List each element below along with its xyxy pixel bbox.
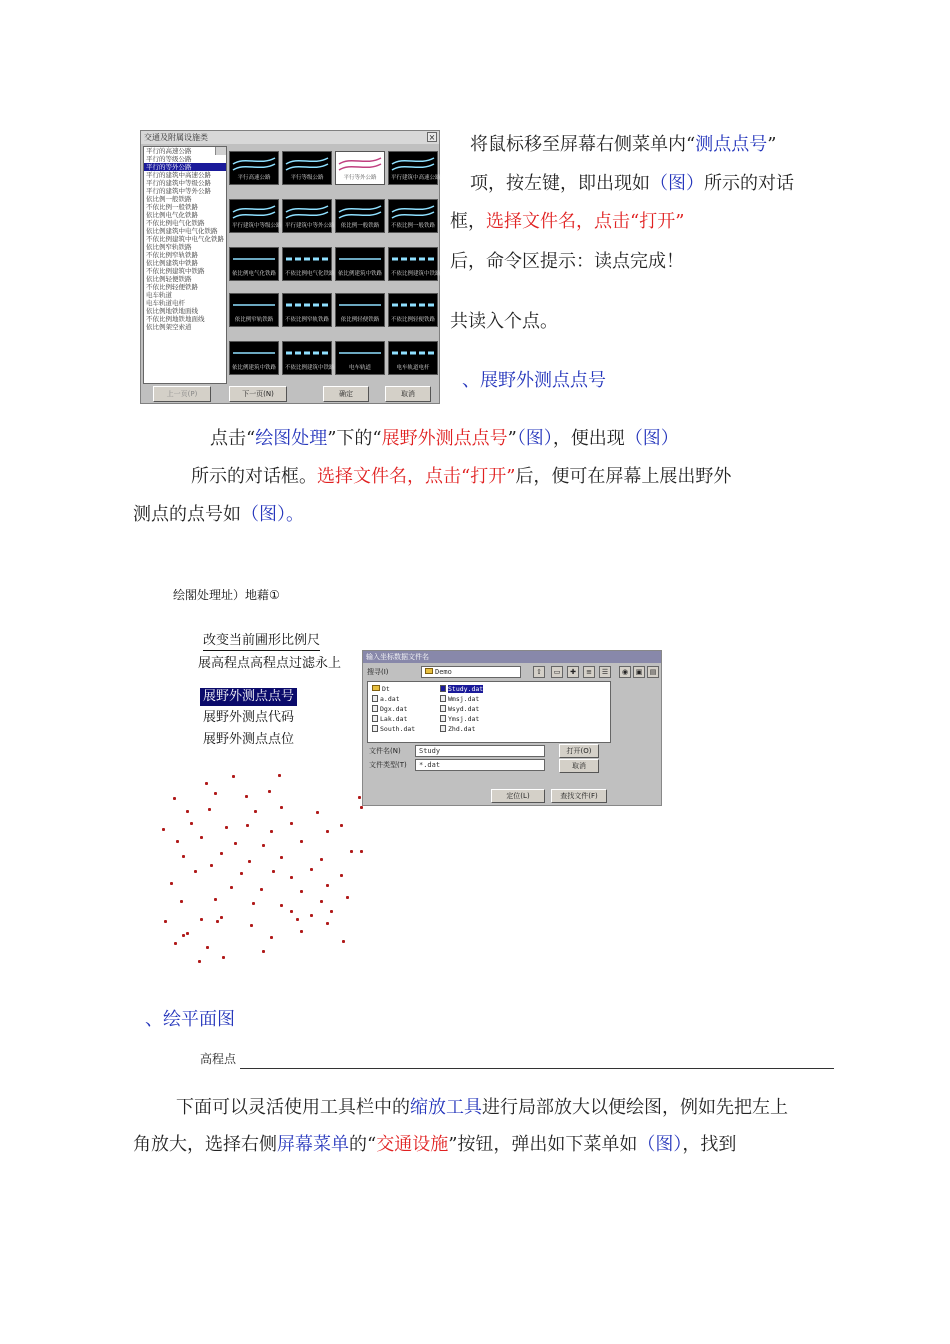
tile-label: 平行建筑中高速公路 bbox=[391, 175, 441, 181]
tile-label: 平行等级公路 bbox=[290, 175, 324, 181]
filetype-label: 文件类型(T) bbox=[369, 761, 407, 769]
file-item[interactable] bbox=[372, 704, 407, 714]
survey-point bbox=[208, 808, 211, 811]
list-item[interactable]: 不依比例电气化铁路 bbox=[146, 219, 205, 227]
text: 所示的对话框。 bbox=[191, 466, 317, 487]
text: 项，按左键，即出现如 bbox=[470, 173, 650, 194]
survey-point bbox=[272, 870, 275, 873]
list-scrollbar[interactable] bbox=[215, 147, 226, 155]
survey-point bbox=[358, 796, 361, 799]
text: 下面可以灵活使用工具栏中的 bbox=[176, 1097, 410, 1118]
folder-icon bbox=[372, 685, 380, 691]
survey-point bbox=[186, 810, 189, 813]
paragraph1-line1 bbox=[470, 133, 776, 157]
survey-point bbox=[340, 874, 343, 877]
survey-point bbox=[180, 900, 183, 903]
text: ”按钮，弹出如下菜单如 bbox=[448, 1134, 638, 1155]
survey-point bbox=[310, 868, 313, 871]
list-item[interactable]: 电车轨道 bbox=[146, 291, 172, 299]
tile-label: 依比例建筑中铁路 bbox=[232, 365, 277, 371]
tile-label: 电车轨道 bbox=[348, 365, 371, 371]
survey-point bbox=[216, 920, 219, 923]
survey-point bbox=[162, 828, 165, 831]
survey-point bbox=[232, 775, 235, 778]
paragraph1-line3 bbox=[450, 210, 684, 234]
survey-point bbox=[222, 956, 225, 959]
file-icon bbox=[440, 725, 446, 732]
file-icon bbox=[440, 715, 446, 722]
symbol-tile[interactable] bbox=[388, 151, 441, 185]
line-symbol-icon bbox=[283, 248, 331, 270]
prev-page-button[interactable]: 上一页(P) bbox=[153, 386, 211, 402]
line-symbol-icon bbox=[336, 294, 384, 316]
symbol-tile[interactable] bbox=[335, 341, 385, 375]
survey-point bbox=[290, 910, 293, 913]
filename-input[interactable]: Study bbox=[415, 745, 545, 757]
file-name: a.dat bbox=[380, 695, 400, 703]
list-item[interactable]: 依比例电气化铁路 bbox=[146, 211, 198, 219]
menu-item-elevation-points[interactable]: 展高程点高程点过滤永上 bbox=[198, 656, 342, 671]
menu-item-field-point-numbers[interactable]: 展野外测点点号 bbox=[200, 688, 297, 706]
tile-label: 电车轨道电杆 bbox=[396, 365, 430, 371]
link-text: 屏幕菜单 bbox=[277, 1134, 349, 1155]
list-item[interactable]: 平行的建筑中高速公路 bbox=[146, 171, 211, 179]
symbol-tile[interactable] bbox=[282, 151, 332, 185]
find-file-button[interactable]: 查找文件(F) bbox=[551, 789, 607, 803]
survey-point bbox=[300, 930, 303, 933]
text: 进行局部放大以便绘图，例如先把左上 bbox=[482, 1097, 788, 1118]
line-symbol-icon bbox=[230, 248, 278, 270]
divider-line bbox=[240, 1068, 834, 1069]
tile-label: 平行高速公路 bbox=[237, 175, 271, 181]
cancel-button[interactable]: 取消 bbox=[385, 386, 431, 402]
survey-point bbox=[360, 850, 363, 853]
survey-point bbox=[254, 810, 257, 813]
close-icon[interactable]: × bbox=[428, 133, 436, 142]
symbol-tile[interactable] bbox=[229, 151, 279, 185]
list-item[interactable]: 依比例一般铁路 bbox=[146, 195, 192, 203]
line-symbol-icon bbox=[389, 342, 437, 364]
text: ，找到 bbox=[682, 1134, 737, 1155]
survey-point bbox=[252, 902, 255, 905]
survey-point bbox=[316, 811, 319, 814]
survey-point bbox=[194, 870, 197, 873]
text: ” bbox=[767, 134, 777, 155]
survey-point bbox=[206, 946, 209, 949]
text: ”下的“ bbox=[327, 428, 382, 449]
next-page-button[interactable]: 下一页(N) bbox=[229, 386, 287, 402]
new-folder-icon[interactable]: ✚ bbox=[567, 666, 579, 678]
text: ” bbox=[507, 428, 517, 449]
survey-point bbox=[245, 795, 248, 798]
elevation-point-label: 高程点 bbox=[200, 1052, 237, 1066]
highlight-text: 选择文件名，点击“打开” bbox=[486, 211, 685, 232]
line-symbol-icon bbox=[283, 294, 331, 316]
filetype-select[interactable]: *.dat bbox=[415, 759, 545, 771]
survey-point bbox=[182, 934, 185, 937]
symbol-tile[interactable] bbox=[282, 293, 332, 327]
section-heading-plan: 、绘平面图 bbox=[145, 1009, 235, 1030]
figure-ref: （图） bbox=[516, 428, 553, 449]
survey-point bbox=[205, 782, 208, 785]
menu-item-field-point-codes[interactable]: 展野外测点代码 bbox=[203, 710, 295, 725]
symbol-tile[interactable] bbox=[388, 199, 438, 233]
survey-point bbox=[340, 824, 343, 827]
preview-icon[interactable]: ◉ bbox=[619, 666, 631, 678]
paragraph2-line2 bbox=[191, 465, 731, 489]
tile-label: 不依比例窄轨铁路 bbox=[285, 317, 330, 323]
open-button[interactable]: 打开(O) bbox=[559, 744, 599, 758]
line-symbol-icon bbox=[283, 200, 331, 222]
list-view-icon[interactable]: ≡ bbox=[583, 666, 595, 678]
file-item[interactable] bbox=[440, 714, 479, 724]
file-icon bbox=[440, 685, 446, 692]
line-symbol-icon bbox=[230, 342, 278, 364]
dialog-title: 输入坐标数据文件名 bbox=[363, 651, 661, 663]
tile-label: 依比例轻便铁路 bbox=[340, 317, 380, 323]
lookin-select[interactable] bbox=[421, 666, 521, 678]
ok-button[interactable]: 确定 bbox=[323, 386, 369, 402]
tile-label: 不依比例建筑中铁路 bbox=[285, 365, 335, 371]
survey-point bbox=[262, 844, 265, 847]
details-view-icon[interactable]: ☰ bbox=[599, 666, 611, 678]
file-item[interactable] bbox=[440, 724, 475, 734]
tile-label: 不依比例电气化铁路 bbox=[285, 271, 335, 277]
link-text: 缩放工具 bbox=[410, 1097, 482, 1118]
survey-point bbox=[346, 896, 349, 899]
survey-point bbox=[296, 918, 299, 921]
symbol-tile[interactable] bbox=[229, 293, 279, 327]
survey-point bbox=[280, 856, 283, 859]
survey-point bbox=[200, 836, 203, 839]
line-symbol-icon bbox=[283, 342, 331, 364]
open-folder-icon[interactable]: ▤ bbox=[647, 666, 659, 678]
survey-point bbox=[220, 916, 223, 919]
filename-label: 文件名(N) bbox=[369, 747, 401, 755]
survey-point bbox=[326, 922, 329, 925]
list-item[interactable]: 依比例建筑中电气化铁路 bbox=[146, 227, 218, 235]
survey-point bbox=[270, 830, 273, 833]
menu-item-field-point-positions[interactable]: 展野外测点点位 bbox=[203, 732, 295, 747]
list-item[interactable]: 依比例建筑中铁路 bbox=[146, 259, 198, 267]
survey-point bbox=[210, 864, 213, 867]
survey-point bbox=[250, 924, 253, 927]
file-name: Lak.dat bbox=[380, 715, 408, 723]
survey-point bbox=[290, 876, 293, 879]
survey-point bbox=[360, 806, 363, 809]
survey-point bbox=[200, 918, 203, 921]
field-points-plot bbox=[150, 760, 380, 970]
menu-item-change-scale[interactable]: 改变当前圃形比例尺 bbox=[203, 632, 320, 651]
line-symbol-icon bbox=[230, 152, 278, 174]
list-item[interactable]: 不依比例一般铁路 bbox=[146, 203, 198, 211]
text: 框， bbox=[450, 211, 486, 232]
paragraph1-line2 bbox=[470, 172, 794, 196]
highlight-text: 展野外测点点号 bbox=[381, 428, 508, 449]
file-item[interactable] bbox=[440, 704, 479, 714]
list-item[interactable]: 依比例地铁地面线 bbox=[146, 307, 198, 315]
folder-item[interactable] bbox=[372, 684, 390, 694]
lookin-label: 搜寻(I) bbox=[367, 668, 389, 676]
survey-point bbox=[326, 830, 329, 833]
tile-label: 平行建筑中等外公路 bbox=[285, 223, 335, 229]
file-icon bbox=[440, 705, 446, 712]
symbol-tile[interactable] bbox=[335, 199, 385, 233]
survey-point bbox=[190, 822, 193, 825]
file-item[interactable] bbox=[372, 694, 400, 704]
list-item[interactable]: 平行的建筑中等外公路 bbox=[146, 187, 211, 195]
survey-point bbox=[320, 900, 323, 903]
list-item[interactable]: 平行的等级公路 bbox=[146, 155, 192, 163]
survey-point bbox=[170, 882, 173, 885]
input-coordinate-file-dialog bbox=[362, 650, 662, 806]
tile-label: 依比例一般铁路 bbox=[340, 223, 380, 229]
locate-button[interactable]: 定位(L) bbox=[491, 789, 545, 803]
survey-point bbox=[214, 792, 217, 795]
line-symbol-icon bbox=[336, 152, 384, 174]
tile-label: 不依比例轻便铁路 bbox=[391, 317, 436, 323]
survey-point bbox=[246, 824, 249, 827]
line-symbol-icon bbox=[389, 294, 437, 316]
line-symbol-icon bbox=[389, 248, 437, 270]
file-name: Dgx.dat bbox=[380, 705, 408, 713]
survey-point bbox=[164, 920, 167, 923]
survey-point bbox=[262, 950, 265, 953]
tile-label: 依比例电气化铁路 bbox=[232, 271, 277, 277]
line-symbol-icon bbox=[336, 248, 384, 270]
line-symbol-icon bbox=[283, 152, 331, 174]
paragraph2-line1 bbox=[210, 427, 679, 451]
survey-point bbox=[173, 797, 176, 800]
paragraph2-line3 bbox=[133, 503, 304, 527]
list-item[interactable]: 不依比例轻便铁路 bbox=[146, 283, 198, 291]
list-item[interactable]: 不依比例地铁地面线 bbox=[146, 315, 205, 323]
survey-point bbox=[225, 826, 228, 829]
highlight-text: 选择文件名，点击“打开” bbox=[317, 466, 516, 487]
figure-ref: （图）。 bbox=[241, 504, 304, 525]
survey-point bbox=[290, 822, 293, 825]
dialog-title: 交通及附属设施类 bbox=[141, 131, 439, 144]
survey-point bbox=[280, 806, 283, 809]
text: 的“ bbox=[349, 1134, 377, 1155]
symbol-tile[interactable] bbox=[335, 151, 385, 185]
tile-label: 依比例建筑中铁路 bbox=[338, 271, 383, 277]
file-name: Wsyd.dat bbox=[448, 705, 480, 713]
text: 所示的对话 bbox=[704, 173, 794, 194]
survey-point bbox=[270, 936, 273, 939]
file-icon bbox=[372, 705, 378, 712]
tile-label: 依比例窄轨铁路 bbox=[234, 317, 274, 323]
list-item[interactable]: 电车轨道电杆 bbox=[146, 299, 185, 307]
symbol-tile[interactable] bbox=[229, 341, 279, 375]
text: 将鼠标移至屏幕右侧菜单内“ bbox=[470, 134, 696, 155]
facility-list[interactable] bbox=[143, 146, 227, 384]
file-item[interactable] bbox=[372, 724, 415, 734]
file-item[interactable] bbox=[372, 714, 407, 724]
list-item[interactable]: 平行的建筑中等级公路 bbox=[146, 179, 211, 187]
survey-point bbox=[268, 790, 271, 793]
text: 后，便可在屏幕上展出野外 bbox=[515, 466, 732, 487]
survey-point bbox=[230, 886, 233, 889]
file-icon bbox=[440, 695, 446, 702]
file-list[interactable] bbox=[367, 681, 611, 743]
symbol-tile[interactable] bbox=[388, 293, 438, 327]
tile-label: 平行建筑中等级公路 bbox=[232, 223, 282, 229]
file-name: Dt bbox=[382, 685, 390, 693]
list-item[interactable]: 平行的等外公路 bbox=[144, 163, 226, 171]
line-symbol-icon bbox=[389, 200, 437, 222]
text: 测点的点号如 bbox=[133, 504, 241, 525]
desktop-icon[interactable]: ▭ bbox=[551, 666, 563, 678]
menu-header: 绘閣处理址）地藉① bbox=[173, 588, 280, 602]
folder-icon bbox=[425, 668, 433, 674]
line-symbol-icon bbox=[336, 200, 384, 222]
text: 点击“ bbox=[210, 428, 256, 449]
file-icon bbox=[372, 725, 378, 732]
section-heading: 、展野外测点点号 bbox=[462, 370, 606, 391]
list-item[interactable]: 不依比例窄轨铁路 bbox=[146, 251, 198, 259]
list-item[interactable]: 平行的高速公路 bbox=[146, 147, 192, 155]
tile-label: 平行等外公路 bbox=[343, 175, 377, 181]
file-name: Wmsj.dat bbox=[448, 695, 480, 703]
paragraph1-line5: 共读入个点。 bbox=[450, 311, 558, 332]
survey-point bbox=[174, 942, 177, 945]
survey-point bbox=[278, 774, 281, 777]
list-item[interactable]: 依比例窄轨铁路 bbox=[146, 243, 192, 251]
symbol-tile[interactable] bbox=[229, 199, 282, 233]
link-text: 绘图处理 bbox=[255, 428, 328, 449]
link-text: 测点点号 bbox=[695, 134, 768, 155]
survey-point bbox=[280, 904, 283, 907]
survey-point bbox=[342, 940, 345, 943]
text: ，便出现 bbox=[552, 428, 625, 449]
file-name: Study.dat bbox=[448, 685, 484, 693]
symbol-tile[interactable] bbox=[335, 247, 385, 281]
list-item[interactable]: 不依比例建筑中铁路 bbox=[146, 267, 205, 275]
symbol-tile[interactable] bbox=[388, 341, 438, 375]
symbol-tile[interactable] bbox=[229, 247, 279, 281]
symbol-tile[interactable] bbox=[388, 247, 441, 281]
list-item[interactable]: 依比例架空索道 bbox=[146, 323, 192, 331]
up-folder-icon[interactable]: ⇧ bbox=[533, 666, 545, 678]
survey-point bbox=[186, 932, 189, 935]
file-name: Ymsj.dat bbox=[448, 715, 480, 723]
symbol-tile[interactable] bbox=[282, 247, 335, 281]
symbol-tile[interactable] bbox=[282, 199, 335, 233]
tile-label: 不依比例建筑中铁路 bbox=[391, 271, 441, 277]
figure-ref: （图） bbox=[624, 428, 679, 449]
survey-point bbox=[182, 855, 185, 858]
symbol-tile[interactable] bbox=[335, 293, 385, 327]
line-symbol-icon bbox=[389, 152, 437, 174]
survey-point bbox=[300, 890, 303, 893]
lookin-value: Demo bbox=[435, 668, 452, 676]
survey-point bbox=[326, 884, 329, 887]
file-name: South.dat bbox=[380, 725, 416, 733]
file-name: Zhd.dat bbox=[448, 725, 476, 733]
symbol-tile[interactable] bbox=[282, 341, 335, 375]
survey-point bbox=[260, 888, 263, 891]
file-item[interactable] bbox=[440, 694, 479, 704]
survey-point bbox=[214, 898, 217, 901]
highlight-text: 交通设施 bbox=[376, 1134, 449, 1155]
file-icon bbox=[372, 715, 378, 722]
survey-point bbox=[330, 910, 333, 913]
line-symbol-icon bbox=[336, 342, 384, 364]
survey-point bbox=[176, 840, 179, 843]
find-icon[interactable]: ▣ bbox=[633, 666, 645, 678]
text: 角放大，选择右侧 bbox=[133, 1134, 277, 1155]
survey-point bbox=[320, 858, 323, 861]
paragraph1-line4: 后，命令区提示：读点完成！ bbox=[450, 251, 684, 272]
cancel-button[interactable]: 取消 bbox=[559, 759, 599, 773]
line-symbol-icon bbox=[230, 200, 278, 222]
line-symbol-icon bbox=[230, 294, 278, 316]
survey-point bbox=[234, 842, 237, 845]
list-item[interactable]: 依比例轻便铁路 bbox=[146, 275, 192, 283]
paragraph3-line1 bbox=[176, 1096, 788, 1120]
survey-point bbox=[310, 914, 313, 917]
survey-point bbox=[240, 872, 243, 875]
survey-point bbox=[248, 860, 251, 863]
list-item[interactable]: 不依比例建筑中电气化铁路 bbox=[146, 235, 224, 243]
tile-label: 不依比例一般铁路 bbox=[391, 223, 436, 229]
figure-ref: （图） bbox=[650, 173, 704, 194]
file-item[interactable] bbox=[440, 684, 483, 694]
survey-point bbox=[220, 852, 223, 855]
file-icon bbox=[372, 695, 378, 702]
paragraph3-line2 bbox=[133, 1133, 736, 1157]
traffic-facilities-dialog bbox=[140, 130, 440, 404]
figure-ref: （图） bbox=[637, 1134, 683, 1155]
survey-point bbox=[350, 850, 353, 853]
survey-point bbox=[198, 960, 201, 963]
survey-point bbox=[300, 840, 303, 843]
